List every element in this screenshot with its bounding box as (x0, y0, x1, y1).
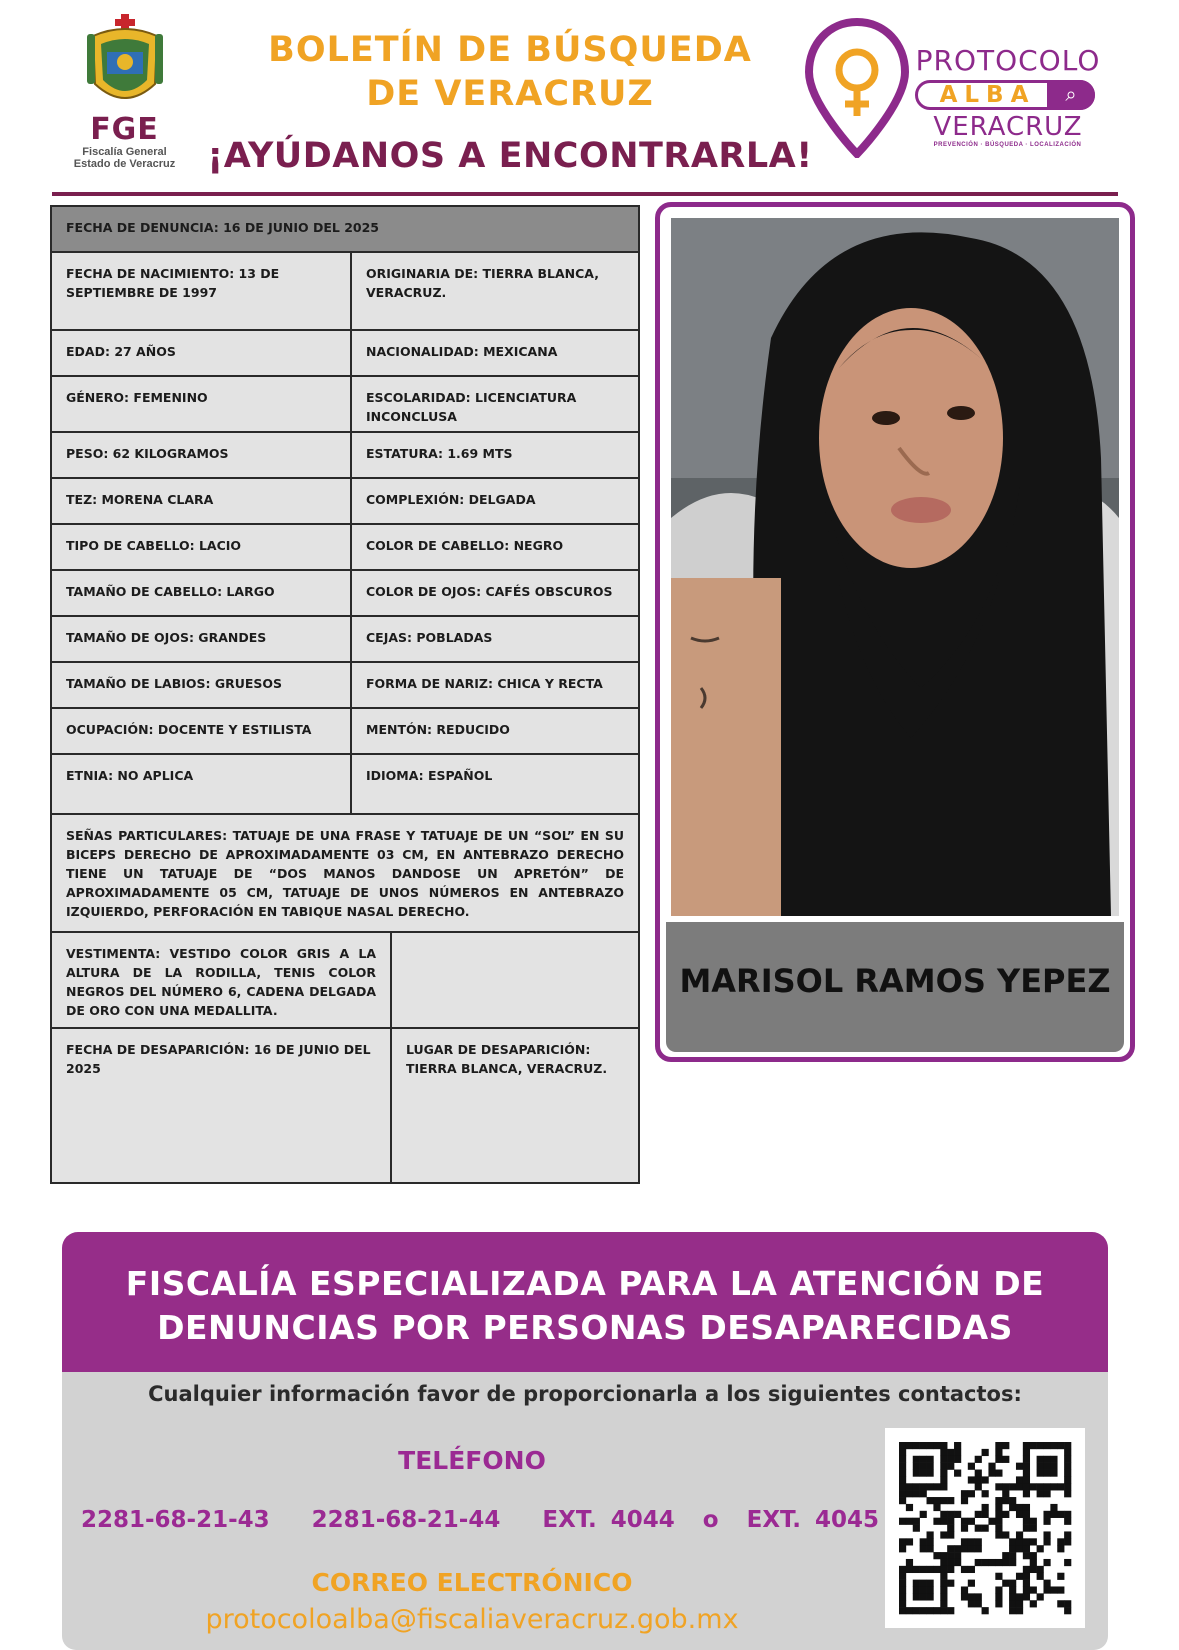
person-name-box (666, 922, 1124, 1052)
email-link[interactable]: protocoloalba@fiscaliaveracruz.gob.mx (205, 1604, 739, 1635)
phone-numbers: 2281-68-21-43 2281-68-21-44 EXT. 4044 o EXT. 4045 (80, 1507, 880, 1533)
lip-size-cell: TAMAÑO DE LABIOS: GRUESOS (50, 661, 352, 709)
hair-color-cell: COLOR DE CABELLO: NEGRO (350, 523, 640, 571)
occupation-cell: OCUPACIÓN: DOCENTE Y ESTILISTA (50, 707, 352, 755)
language-cell: IDIOMA: ESPAÑOL (350, 753, 640, 815)
eye-size-cell: TAMAÑO DE OJOS: GRANDES (50, 615, 352, 663)
origin-cell: ORIGINARIA DE: TIERRA BLANCA, VERACRUZ. (350, 251, 640, 331)
veracruz-shield-icon (85, 14, 165, 114)
clothing-empty-cell (390, 931, 640, 1029)
phone-label: TELÉFONO (398, 1446, 546, 1475)
hair-length-cell: TAMAÑO DE CABELLO: LARGO (50, 569, 352, 617)
eye-color-cell: COLOR DE OJOS: CAFÉS OBSCUROS (350, 569, 640, 617)
hair-type-cell: TIPO DE CABELLO: LACIO (50, 523, 352, 571)
qr-code-icon[interactable] (885, 1428, 1085, 1628)
office-title-line-2: DENUNCIAS POR PERSONAS DESAPARECIDAS (157, 1308, 1013, 1347)
call-to-action: ¡AYÚDANOS A ENCONTRARLA! (207, 136, 813, 176)
height-cell: ESTATURA: 1.69 MTS (350, 431, 640, 479)
education-cell: ESCOLARIDAD: LICENCIATURA INCONCLUSA (350, 375, 640, 433)
email-label: CORREO ELECTRÓNICO (311, 1568, 633, 1597)
female-symbol-pin-icon (805, 18, 910, 158)
clothing-cell: VESTIMENTA: VESTIDO COLOR GRIS A LA ALTURA DE LA RODILLA, TENIS COLOR NEGROS DEL NÚMERO 6, CADENA DELGADA DE ORO CON UNA MEDALLITA. (50, 931, 392, 1029)
office-title (62, 1262, 1108, 1350)
fge-logo-subtitle-1: Fiscalía General (82, 146, 167, 158)
complexion-tone-cell: TEZ: MORENA CLARA (50, 477, 352, 525)
disappearance-date-cell: FECHA DE DESAPARICIÓN: 16 DE JUNIO DEL 2025 (50, 1027, 392, 1184)
age-cell: EDAD: 27 AÑOS (50, 329, 352, 377)
gender-cell: GÉNERO: FEMENINO (50, 375, 352, 433)
protocol-tagline: PREVENCIÓN · BÚSQUEDA · LOCALIZACIÓN (933, 142, 1082, 148)
birth-date-cell: FECHA DE NACIMIENTO: 13 DE SEPTIEMBRE DE 1997 (50, 251, 352, 331)
nationality-cell: NACIONALIDAD: MEXICANA (350, 329, 640, 377)
header-divider (52, 192, 1118, 196)
search-icon: ⌕ (1047, 80, 1095, 110)
bulletin-title (195, 28, 825, 116)
photo-panel (655, 202, 1135, 1062)
veracruz-word: VERACRUZ (933, 112, 1083, 142)
bulletin-title-line-1: BOLETÍN DE BÚSQUEDA (268, 30, 752, 70)
fge-logo (62, 14, 187, 174)
nose-shape-cell: FORMA DE NARIZ: CHICA Y RECTA (350, 661, 640, 709)
missing-person-photo (671, 218, 1119, 916)
bulletin-title-line-2: DE VERACRUZ (366, 74, 654, 114)
report-date-cell: FECHA DE DENUNCIA: 16 DE JUNIO DEL 2025 (50, 205, 640, 253)
person-name: MARISOL RAMOS YEPEZ (679, 962, 1111, 1000)
alba-word: ALBA (939, 82, 1036, 108)
office-title-line-1: FISCALÍA ESPECIALIZADA PARA LA ATENCIÓN DE (125, 1264, 1045, 1303)
fge-logo-subtitle-2: Estado de Veracruz (73, 158, 176, 170)
ethnicity-cell: ETNIA: NO APLICA (50, 753, 352, 815)
disappearance-place-cell: LUGAR DE DESAPARICIÓN: TIERRA BLANCA, VERACRUZ. (390, 1027, 640, 1184)
contact-intro: Cualquier información favor de proporcionarla a los siguientes contactos: (148, 1382, 1022, 1406)
fge-logo-text: FGE (90, 112, 159, 147)
weight-cell: PESO: 62 KILOGRAMOS (50, 431, 352, 479)
distinguishing-marks-cell: SEÑAS PARTICULARES: TATUAJE DE UNA FRASE Y TATUAJE DE UN “SOL” EN SU BICEPS DERECHO DE APROXIMADAMENTE 03 CM, EN ANTEBRAZO DERECHO TIENE UN TATUAJE DE “DOS MANOS DANDOSE UN APRETÓN” DE APROXIMADAMENTE 05 CM, TATUAJE DE UNOS NÚMEROS EN ANTEBRAZO IZQUIERDO, PERFORACIÓN EN TABIQUE NASAL DERECHO. (50, 813, 640, 933)
protocolo-word: PROTOCOLO (915, 44, 1101, 77)
chin-cell: MENTÓN: REDUCIDO (350, 707, 640, 755)
eyebrows-cell: CEJAS: POBLADAS (350, 615, 640, 663)
build-cell: COMPLEXIÓN: DELGADA (350, 477, 640, 525)
